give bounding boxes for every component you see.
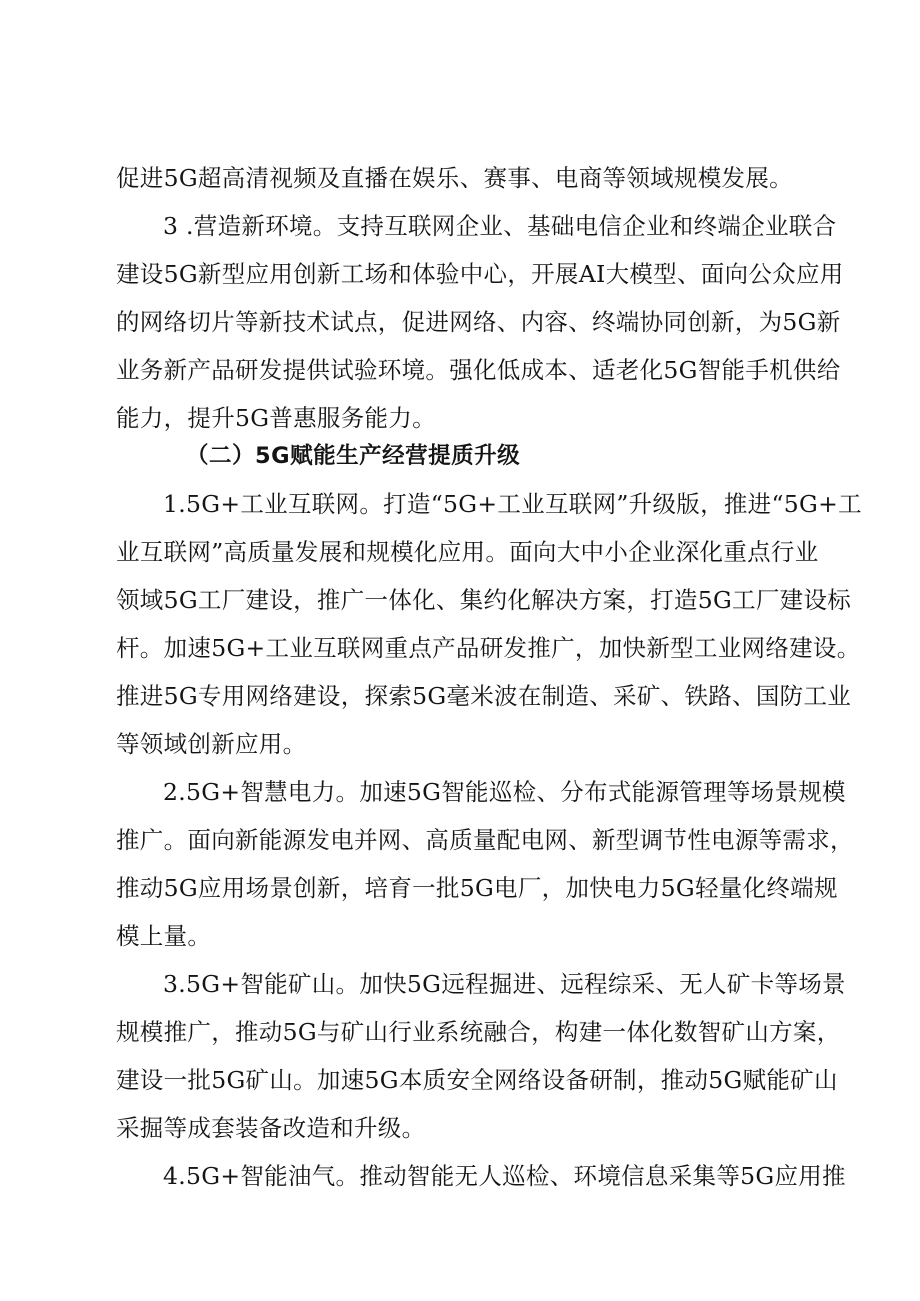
- body-text-line: 领域5G工厂建设，推广一体化、集约化解决方案，打造5G工厂建设标: [116, 586, 852, 614]
- paragraph-start-line: 3 .营造新环境。支持互联网企业、基础电信企业和终端企业联合: [163, 212, 837, 240]
- paragraph-start-line: 3.5G+智能矿山。加快5G远程掘进、远程综采、无人矿卡等场景: [163, 970, 846, 998]
- body-text-line: 推进5G专用网络建设，探索5G毫米波在制造、采矿、铁路、国防工业: [116, 682, 852, 710]
- body-text-line: 杆。加速5G+工业互联网重点产品研发推广，加快新型工业网络建设。: [116, 634, 861, 662]
- body-text-line: 业互联网”高质量发展和规模化应用。面向大中小企业深化重点行业: [116, 538, 819, 566]
- body-text-line: 推广。面向新能源发电并网、高质量配电网、新型调节性电源等需求，: [116, 826, 854, 854]
- body-text-line: 规模推广，推动5G与矿山行业系统融合，构建一体化数智矿山方案，: [116, 1018, 841, 1046]
- body-text-line: 促进5G超高清视频及直播在娱乐、赛事、电商等领域规模发展。: [116, 164, 793, 192]
- body-text-line: 推动5G应用场景创新，培育一批5G电厂，加快电力5G轻量化终端规: [116, 874, 838, 902]
- body-text-line: 等领域创新应用。: [116, 730, 307, 758]
- body-text-line: 建设一批5G矿山。加速5G本质安全网络设备研制，推动5G赋能矿山: [116, 1066, 838, 1094]
- body-text-line: 的网络切片等新技术试点，促进网络、内容、终端协同创新，为5G新: [116, 308, 841, 336]
- body-text-line: 业务新产品研发提供试验环境。强化低成本、适老化5G智能手机供给: [116, 356, 841, 384]
- body-text-line: 采掘等成套装备改造和升级。: [116, 1114, 426, 1142]
- body-text-line: 模上量。: [116, 922, 212, 950]
- body-text-line: 建设5G新型应用创新工场和体验中心，开展AI大模型、面向公众应用: [116, 260, 844, 288]
- paragraph-start-line: 1.5G+工业互联网。打造“5G+工业互联网”升级版，推进“5G+工: [163, 490, 862, 518]
- paragraph-start-line: 4.5G+智能油气。推动智能无人巡检、环境信息采集等5G应用推: [163, 1162, 846, 1190]
- body-text-line: 能力，提升5G普惠服务能力。: [116, 404, 436, 432]
- section-heading: （二）5G赋能生产经营提质升级: [186, 443, 521, 469]
- paragraph-start-line: 2.5G+智慧电力。加速5G智能巡检、分布式能源管理等场景规模: [163, 778, 846, 806]
